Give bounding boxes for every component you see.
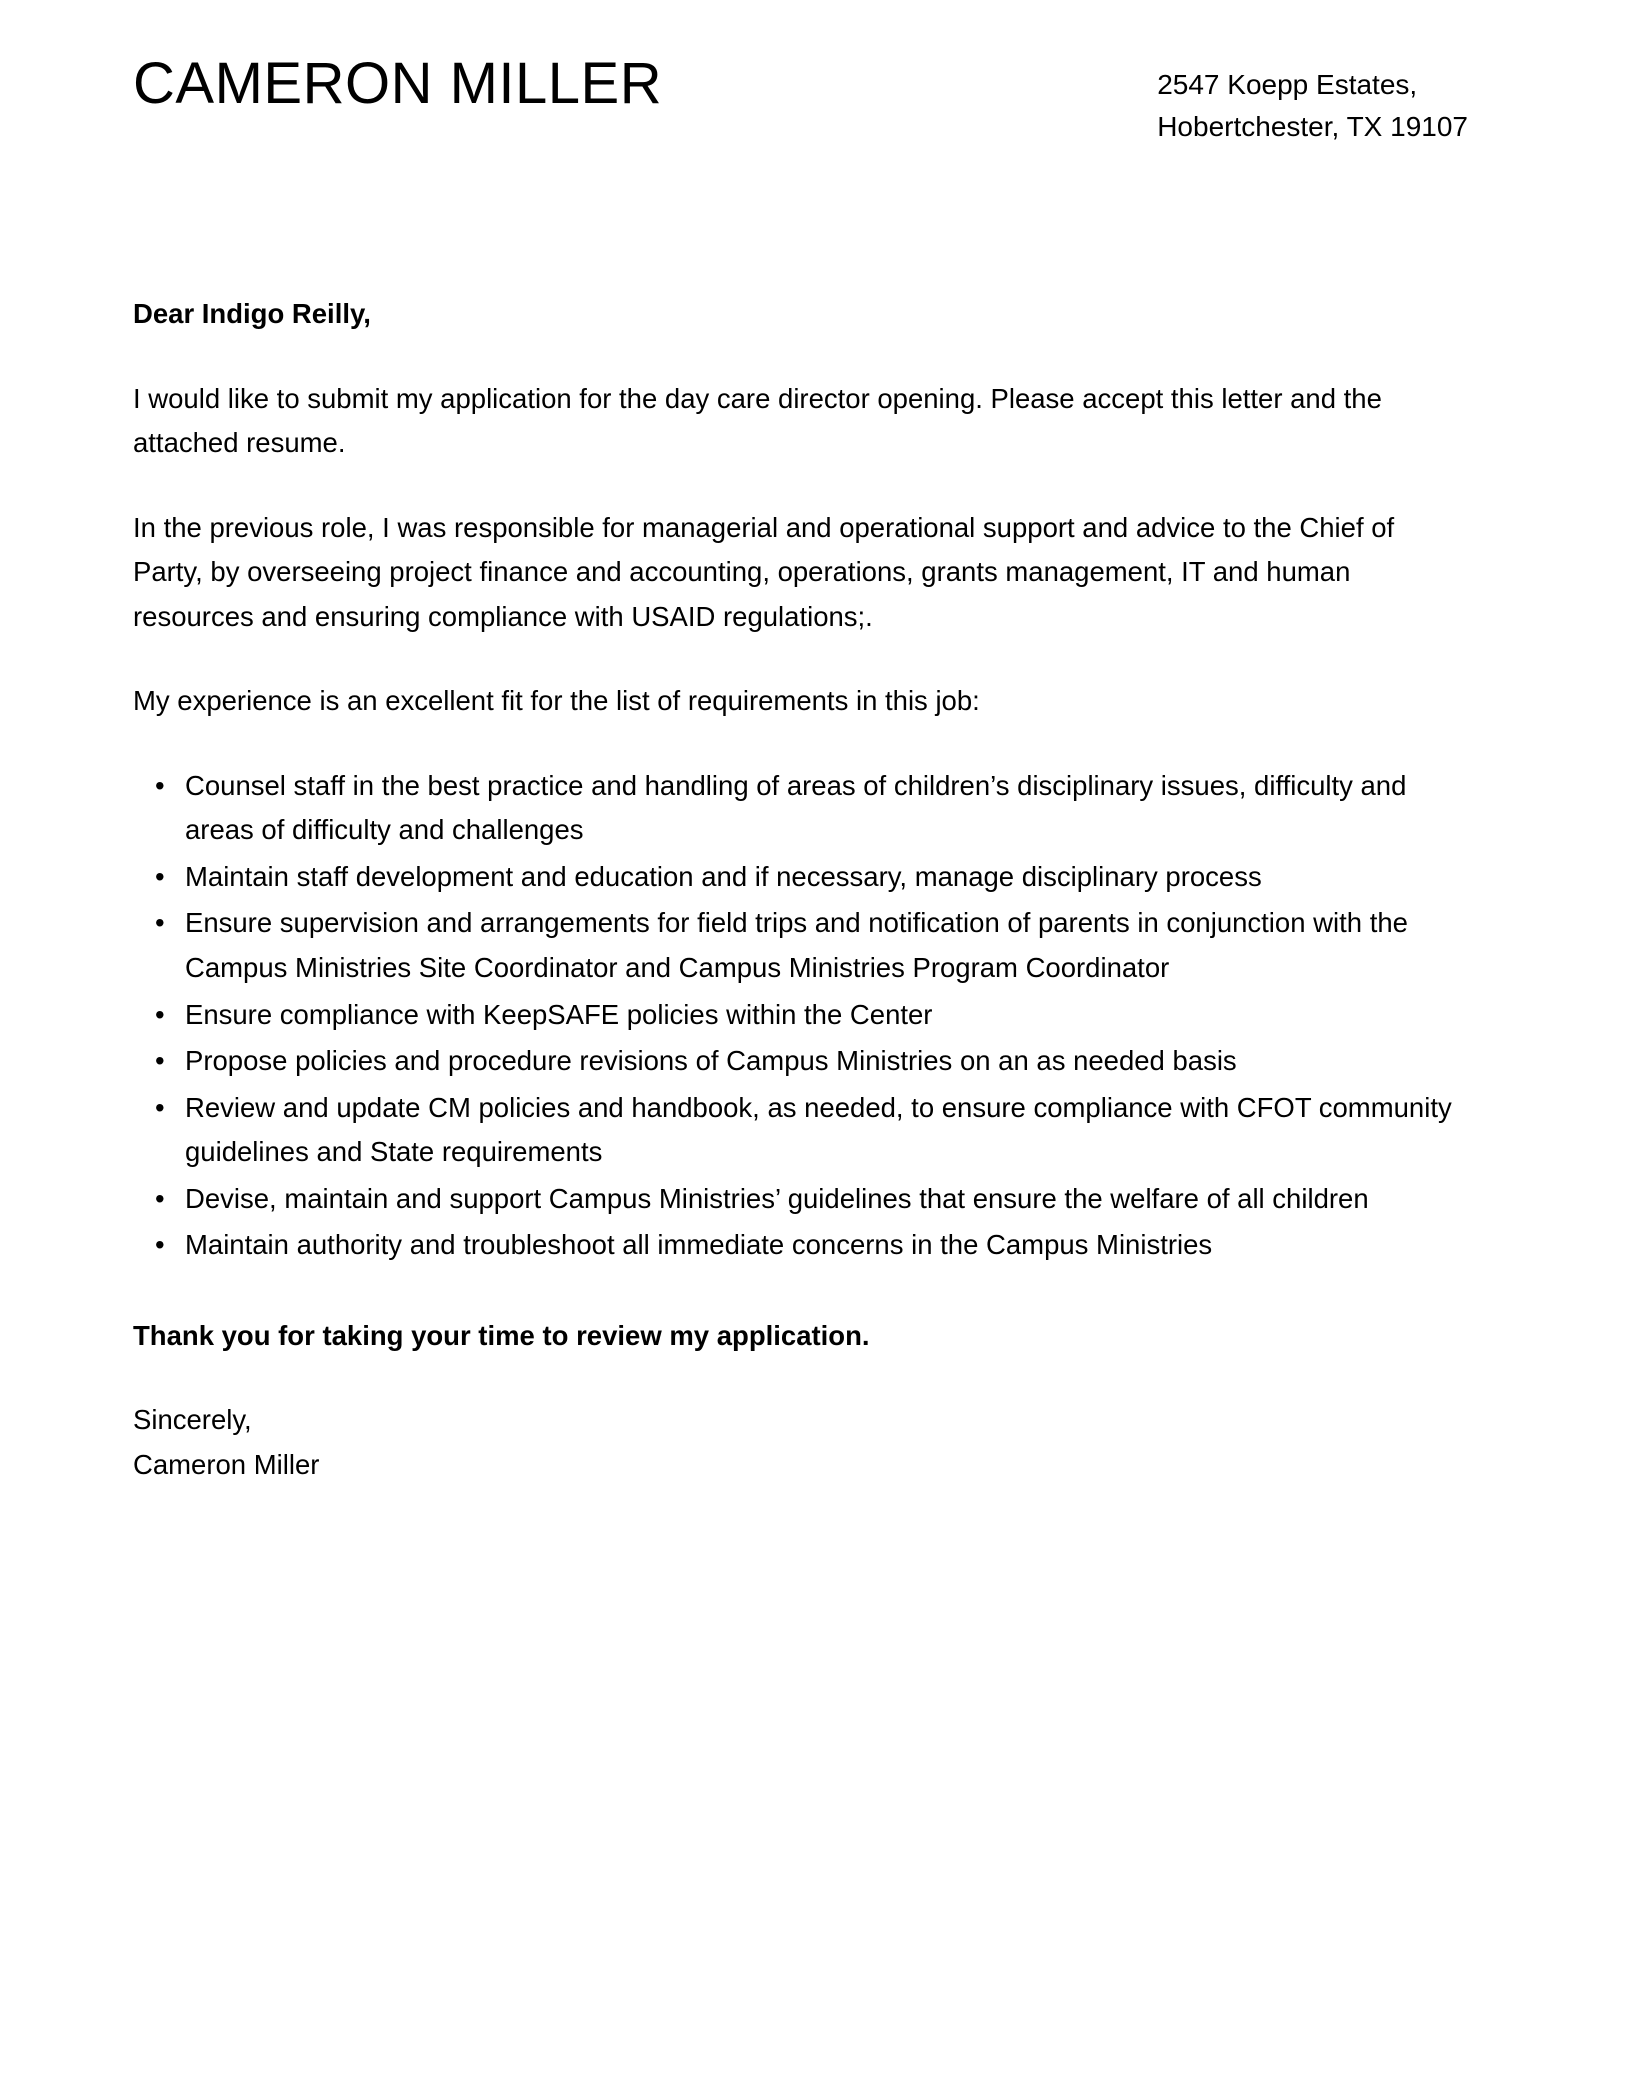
body-paragraph-3: My experience is an excellent fit for the list of requirements in this job: xyxy=(133,685,980,717)
applicant-name-heading: CAMERON MILLER xyxy=(133,51,663,116)
bullet-icon: • xyxy=(155,1229,165,1261)
applicant-address-block xyxy=(1157,52,1468,148)
bullet-icon: • xyxy=(155,1091,165,1123)
list-item-text: Ensure supervision and arrangements for field trips and notification of parents in conjunction with the Campus Ministries Site Coordinator and Campus Ministries Program Coordinator xyxy=(185,907,1408,984)
requirements-list xyxy=(133,764,1468,1268)
list-item-text: Review and update CM policies and handbook, as needed, to ensure compliance with CFOT community guidelines and State requirements xyxy=(185,1091,1452,1168)
letter-header xyxy=(133,52,1468,148)
list-item-text: Counsel staff in the best practice and handling of areas of children’s disciplinary issues, difficulty and areas of difficulty and challenges xyxy=(185,769,1407,846)
list-item-text: Propose policies and procedure revisions of Campus Ministries on an as needed basis xyxy=(185,1045,1237,1077)
signature-block xyxy=(133,1398,1468,1487)
list-item xyxy=(133,764,1468,853)
list-item xyxy=(133,901,1468,990)
list-item-text: Maintain authority and troubleshoot all immediate concerns in the Campus Ministries xyxy=(185,1229,1213,1261)
letter-body xyxy=(133,292,1468,1487)
bullet-icon: • xyxy=(155,998,165,1030)
body-paragraph-1: I would like to submit my application for the day care director opening. Please accept this letter and the attached resume. xyxy=(133,382,1382,459)
list-item-text: Ensure compliance with KeepSAFE policies within the Center xyxy=(185,998,933,1030)
bullet-icon: • xyxy=(155,769,165,801)
list-item xyxy=(133,1223,1468,1268)
address-line-2: Hobertchester, TX 19107 xyxy=(1157,111,1468,142)
list-item-text: Devise, maintain and support Campus Ministries’ guidelines that ensure the welfare of all children xyxy=(185,1182,1369,1214)
closing-thanks: Thank you for taking your time to review my application. xyxy=(133,1319,870,1351)
signoff: Sincerely, xyxy=(133,1404,252,1436)
bullet-icon: • xyxy=(155,1182,165,1214)
bullet-icon: • xyxy=(155,1045,165,1077)
list-item-text: Maintain staff development and education and if necessary, manage disciplinary process xyxy=(185,860,1262,892)
address-line-1: 2547 Koepp Estates, xyxy=(1157,69,1418,100)
bullet-icon: • xyxy=(155,907,165,939)
body-paragraph-2: In the previous role, I was responsible for managerial and operational support and advice to the Chief of Party, by overseeing project finance and accounting, operations, grants management, IT and human resources and ensuring compliance with USAID regulations;. xyxy=(133,511,1395,632)
salutation: Dear Indigo Reilly, xyxy=(133,298,371,329)
list-item xyxy=(133,1039,1468,1084)
list-item xyxy=(133,1086,1468,1175)
list-item xyxy=(133,1177,1468,1222)
list-item xyxy=(133,855,1468,900)
bullet-icon: • xyxy=(155,860,165,892)
signature-name: Cameron Miller xyxy=(133,1448,320,1480)
list-item xyxy=(133,993,1468,1038)
